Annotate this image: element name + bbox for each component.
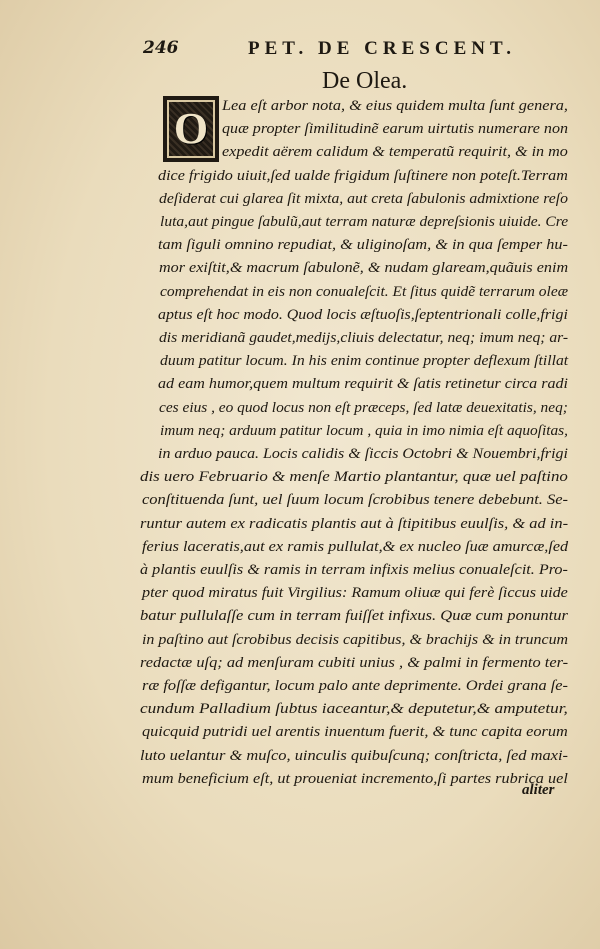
text-line: ræ foſſæ defigantur, locum palo ante deprimente. Ordei grana ſe- — [142, 678, 568, 694]
text-line: ferius laceratis,aut ex ramis pullulat,& ex nucleo ſuæ amurcæ,ſed — [142, 538, 569, 555]
text-line: dis meridianã gaudet,medijs,cliuis delectatur, neq; imum neq; ar- — [159, 330, 569, 346]
running-head: PET. DE CRESCENT. — [248, 38, 516, 59]
text-line: à plantis euulſis & ramis in terram infixis melius conualeſcit. Pro- — [140, 562, 568, 578]
text-line: imum neq; arduum patitur locum , quia in imo nimia eſt aquoſitas, — [160, 422, 569, 439]
drop-cap-letter: O — [173, 104, 209, 153]
text-line: expedit aërem calidum & temperatũ requirit, & in mo — [222, 144, 568, 161]
text-line: mum beneficium eſt, ut proueniat incremento,ſi partes rubrica uel — [142, 770, 568, 787]
text-line: dis uero Februario & menſe Martio plantantur, quæ uel paſtino — [140, 469, 568, 486]
text-line: dice frigido uiuit,ſed ualde frigidum ſuſtinere non poteſt.Terram — [158, 167, 568, 184]
text-line: tam ſiguli omnino repudiat, & uliginoſam, & in qua ſemper hu- — [158, 237, 568, 254]
text-line: aptus eſt hoc modo. Quod locis æſtuoſis,ſeptentrionali colle,frigi — [158, 306, 568, 323]
text-line: luta,aut pingue ſabulũ,aut terram naturæ depreſsionis uiuide. Cre — [160, 214, 569, 230]
text-line: mor exiſtit,& macrum ſabulonẽ, & nudam glaream,quãuis enim — [159, 260, 569, 277]
text-line: in paſtino aut ſcrobibus decisis capitibus, & brachijs & in truncum — [142, 631, 569, 648]
text-line: cundum Palladium ſubtus iaceantur,& deputetur,& amputetur, — [140, 701, 568, 718]
text-line: conſtituenda ſunt, uel ſuum locum ſcrobibus tenere debebunt. Se- — [142, 492, 569, 509]
text-line: redactæ uſq; ad menſuram cubiti unius , & palmi in fermento ter- — [140, 654, 569, 671]
text-line: quæ propter ſimilitudinẽ earum uirtutis numerare non — [222, 121, 569, 138]
section-title: De Olea. — [322, 68, 408, 94]
text-line: ad eam humor,quem multum requirit & ſatis retinetur circa radi — [158, 376, 569, 393]
page-number: 246 — [143, 38, 179, 58]
text-line: Lea eſt arbor nota, & eius quidem multa ſunt genera, — [222, 98, 569, 114]
text-line: duum patitur locum. In his enim continue propter deflexum ſtillat — [160, 353, 569, 370]
text-line: luto uelantur & muſco, uinculis quibuſcunq; conſtricta, ſed maxi- — [140, 747, 569, 764]
text-line: runtur autem ex radicatis plantis aut à ſtipitibus euulſis, & ad in- — [140, 515, 569, 532]
text-line: pter quod miratus fuit Virgilius: Ramum oliuæ qui ferè ſiccus uide — [142, 585, 568, 602]
catchword: aliter — [522, 782, 555, 798]
text-line: batur pullulaſſe cum in terram fuiſſet infixus. Quæ cum ponuntur — [140, 608, 568, 625]
text-line: comprehendat in eis non conualeſcit. Et ſitus quidẽ terrarum oleæ — [160, 283, 569, 300]
text-line: in arduo pauca. Locis calidis & ſiccis Octobri & Nouembri,frigi — [158, 446, 568, 462]
text-line: deſiderat cui glarea ſit mixta, aut creta ſabulonis admixtione reſo — [159, 190, 568, 207]
text-line: ces eius , eo quod locus non eſt præceps, ſed latæ deuexitatis, neq; — [159, 399, 568, 416]
text-line: quicquid putridi uel arentis inuentum fuerit, & tunc capita eorum — [142, 724, 568, 741]
